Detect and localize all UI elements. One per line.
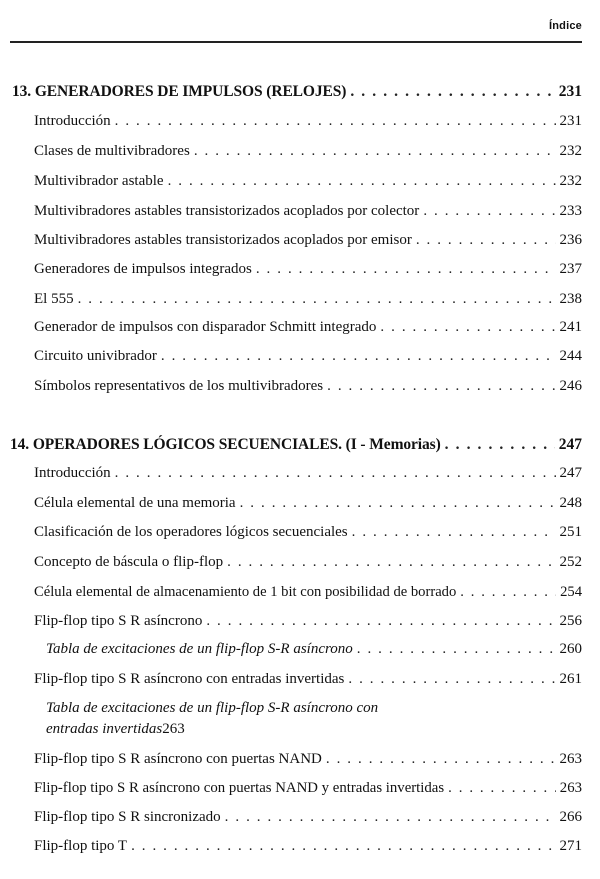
entry-title: Generador de impulsos con disparador Schmitt integrado — [34, 319, 377, 335]
leader-dots — [326, 750, 556, 768]
page-number: 263 — [162, 721, 185, 737]
leader-dots — [448, 779, 556, 797]
entry-title: Multivibrador astable — [34, 173, 164, 189]
page-number: 254 — [560, 584, 582, 600]
leader-dots — [416, 231, 556, 249]
leader-dots — [423, 202, 555, 220]
page-number: 261 — [559, 671, 582, 687]
entry-title: Multivibradores astables transistorizados acoplados por emisor — [34, 232, 412, 248]
leader-dots — [225, 808, 556, 826]
toc-entry[interactable] — [0, 202, 600, 220]
leader-dots — [240, 494, 556, 512]
page-number: 231 — [558, 83, 582, 100]
toc-entry[interactable] — [0, 779, 600, 797]
leader-dots — [115, 112, 556, 130]
leader-dots — [352, 523, 556, 541]
leader-dots — [194, 142, 556, 160]
page-number: 247 — [559, 465, 582, 481]
leader-dots — [460, 583, 556, 601]
entry-title-line1: Tabla de excitaciones de un flip-flop S-R asíncrono con — [46, 700, 379, 716]
leader-dots — [256, 260, 556, 278]
entry-title: Clases de multivibradores — [34, 143, 190, 159]
leader-dots — [131, 837, 555, 855]
page-number: 252 — [559, 554, 582, 570]
entry-title: Concepto de báscula o flip-flop — [34, 554, 224, 570]
toc-entry[interactable] — [0, 670, 600, 688]
toc-entry[interactable] — [0, 808, 600, 826]
toc-entry[interactable] — [0, 612, 600, 630]
entry-title: El 555 — [34, 291, 74, 307]
entry-title-line2-row — [0, 720, 600, 738]
chapter-title: 14. OPERADORES LÓGICOS SECUENCIALES. (I - Memorias) — [10, 436, 441, 453]
chapter-13-heading[interactable] — [0, 83, 600, 101]
page-number: 266 — [559, 809, 582, 825]
page-number: 232 — [559, 173, 582, 189]
entry-title: Introducción — [34, 465, 111, 481]
entry-title: Flip-flop tipo S R asíncrono con entradas invertidas — [34, 671, 345, 687]
entry-title: Flip-flop tipo T — [34, 838, 128, 854]
entry-title: Introducción — [34, 113, 111, 129]
entry-title: Circuito univibrador — [34, 348, 157, 364]
toc-entry[interactable] — [0, 231, 600, 249]
leader-dots — [357, 640, 556, 658]
leader-dots — [348, 670, 555, 688]
toc-entry[interactable] — [0, 464, 600, 482]
entry-title: Multivibradores astables transistorizados acoplados por colector — [34, 203, 420, 219]
leader-dots — [168, 172, 556, 190]
page-number: 232 — [559, 143, 582, 159]
page-number: 237 — [559, 261, 582, 277]
page-number: 231 — [559, 113, 582, 129]
page-number: 241 — [559, 319, 582, 335]
toc-entry[interactable] — [0, 172, 600, 190]
chapter-title: 13. GENERADORES DE IMPULSOS (RELOJES) — [12, 83, 347, 100]
leader-dots — [206, 612, 555, 630]
entry-title: Célula elemental de almacenamiento de 1 bit con posibilidad de borrado — [34, 584, 457, 600]
toc-entry[interactable] — [0, 318, 600, 336]
toc-entry[interactable] — [0, 837, 600, 855]
leader-dots — [161, 347, 556, 365]
toc-entry[interactable] — [0, 347, 600, 365]
leader-dots — [227, 553, 555, 571]
entry-title: Generadores de impulsos integrados — [34, 261, 252, 277]
page-number: 244 — [559, 348, 582, 364]
toc-entry[interactable] — [0, 142, 600, 160]
page-number: 233 — [559, 203, 582, 219]
page-number: 263 — [559, 780, 582, 796]
entry-title: Tabla de excitaciones de un flip-flop S-R asíncrono — [46, 641, 353, 657]
leader-dots — [380, 318, 555, 336]
page-number: 247 — [558, 436, 582, 453]
toc-subentry[interactable] — [0, 640, 600, 658]
entry-title: Clasificación de los operadores lógicos secuenciales — [34, 524, 348, 540]
leader-dots — [445, 436, 555, 454]
entry-title: Flip-flop tipo S R asíncrono — [34, 613, 203, 629]
leader-dots — [350, 83, 554, 101]
entry-title: Símbolos representativos de los multivibradores — [34, 378, 324, 394]
page-number: 246 — [559, 378, 582, 394]
entry-title: Flip-flop tipo S R sincronizado — [34, 809, 221, 825]
running-header — [10, 0, 582, 43]
page-number: 271 — [559, 838, 582, 854]
toc-entry[interactable] — [0, 750, 600, 768]
page-number: 260 — [559, 641, 582, 657]
toc-entry[interactable] — [0, 494, 600, 512]
toc-entry[interactable] — [0, 260, 600, 278]
toc-entry[interactable] — [0, 290, 600, 308]
entry-title-line2: entradas invertidas — [46, 721, 163, 737]
entry-title: Célula elemental de una memoria — [34, 495, 236, 511]
page-number: 263 — [559, 751, 582, 767]
leader-dots — [115, 464, 556, 482]
page-number: 248 — [559, 495, 582, 511]
running-header-label: Índice — [549, 20, 582, 32]
toc-entry[interactable] — [0, 112, 600, 130]
toc-entry[interactable] — [0, 523, 600, 541]
page-number: 251 — [559, 524, 582, 540]
chapter-14-heading[interactable] — [0, 436, 600, 454]
leader-dots — [78, 290, 556, 308]
toc-entry[interactable] — [0, 583, 600, 601]
entry-title: Flip-flop tipo S R asíncrono con puertas NAND y entradas invertidas — [34, 780, 445, 796]
page-number: 256 — [559, 613, 582, 629]
page-number: 236 — [559, 232, 582, 248]
leader-dots — [327, 377, 555, 395]
entry-title: Flip-flop tipo S R asíncrono con puertas NAND — [34, 751, 322, 767]
page-number: 238 — [559, 291, 582, 307]
toc-entry[interactable] — [0, 553, 600, 571]
toc-entry[interactable] — [0, 377, 600, 395]
